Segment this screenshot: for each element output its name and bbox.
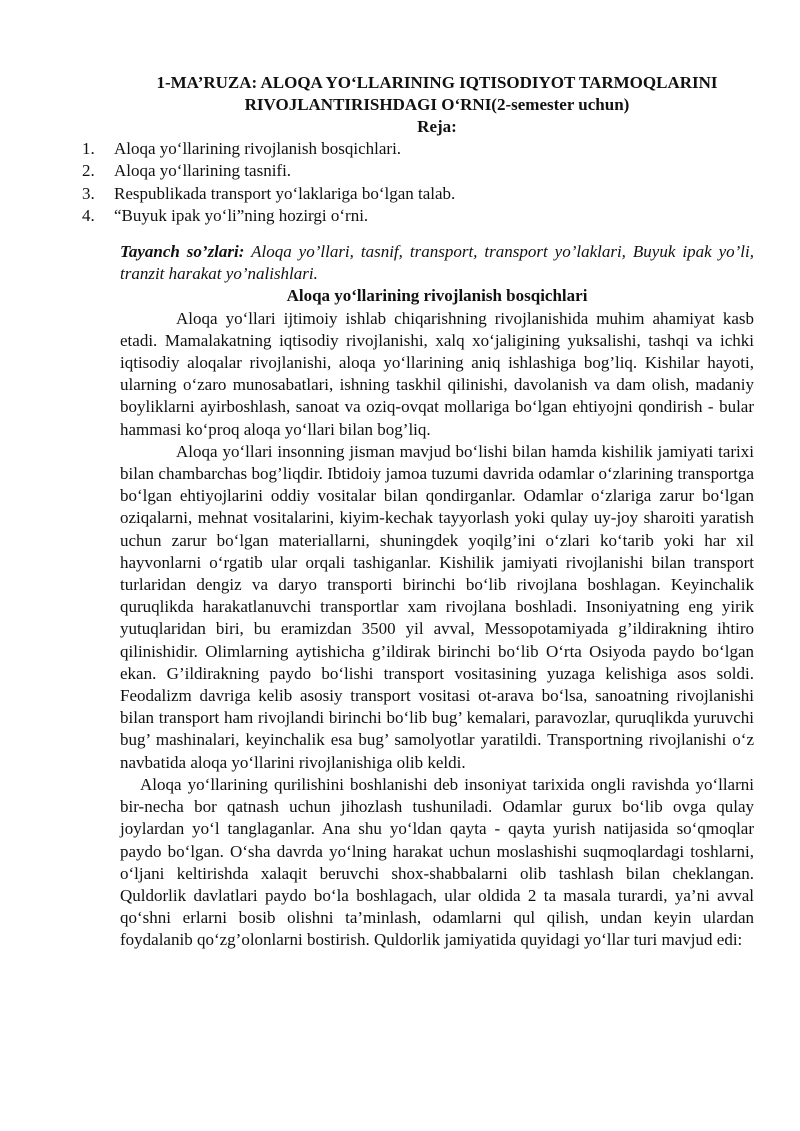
plan-item-text: Aloqa yo‘llarining rivojlanish bosqichlari. <box>114 139 402 159</box>
plan-item-text: Respublikada transport yo‘laklariga bo‘lgan talab. <box>114 183 456 203</box>
plan-heading: Reja: <box>417 117 457 136</box>
plan-item <box>82 160 754 182</box>
plan-list <box>82 138 754 227</box>
body-paragraph: Aloqa yo‘llarining qurilishini boshlanishi deb insoniyat tarixida ongli ravishda yo‘llarni bir-necha bor qatnash uchun jihozlash tushuniladi. Odamlar gurux bo‘lib ovga qulay joylardan yo‘l tanglaganlar. Ana shu yo‘ldan qayta - qayta yurish natijasida so‘qmoqlar paydo bo‘lgan. O‘sha davrda yo‘lning harakat uchun moslashishi suqmoqlardagi toshlarni, o‘ljani keltirishda xalaqit beruvchi shox-shabbalarni olib tashlash bilan cheklangan. Quldorlik davlatlari paydo bo‘la boshlagach, ular oldida 2 ta masala turardi, ya’ni avval qo‘shni erlarni bosib olishni ta’minlash, odamlarni qul qilish, undan keyin ulardan foydalanib qo‘zg’olonlarni bostirish. Quldorlik jamiyatida quyidagi yo‘llar turi mavjud edi: <box>120 774 754 950</box>
body-paragraph: Aloqa yo‘llari ijtimoiy ishlab chiqarishning rivojlanishida muhim ahamiyat kasb etadi. Mamalakatning iqtisodiy rivojlanishi, xalq xo‘jaligining yuksalishi, tashqi va ichki iqtisodiy aloqalar rivojlanishi, aloqa yo‘llarining aniq ishlashiga bog’liq. Kishilar hayoti, ularning o‘zaro munosabatlari, ishning taskhil qilinishi, davolanish va dam olish, madaniy boyliklarni ayirboshlash, sanoat va oziq-ovqat mollariga bo‘lgan ehtiyojni qondirish - bular hammasi ko‘proq aloqa yo‘llari bilan bog’liq. <box>120 308 754 439</box>
keywords-label: Tayanch so’zlari: <box>120 242 245 262</box>
lecture-title: 1-MA’RUZA: ALOQA YO‘LLARINING IQTISODIYOT TARMOQLARINI RIVOJLANTIRISHDAGI O‘RNI(2-semester uchun) <box>156 73 718 114</box>
plan-item-text: “Buyuk ipak yo‘li”ning hozirgi o‘rni. <box>114 205 369 225</box>
keywords-paragraph <box>120 241 754 285</box>
plan-item-number: 1. <box>82 139 95 159</box>
plan-item-text: Aloqa yo‘llarining tasnifi. <box>114 161 292 181</box>
keywords-text: Aloqa yo’llari, tasnif, transport, transport yo’laklari, Buyuk ipak yo’li, tranzit harakat yo’nalishlari. <box>120 242 754 284</box>
plan-item <box>82 205 754 227</box>
plan-item <box>82 183 754 205</box>
plan-item <box>82 138 754 160</box>
section-heading: Aloqa yo‘llarining rivojlanish bosqichlari <box>286 286 588 306</box>
body-paragraph: Aloqa yo‘llari insonning jisman mavjud bo‘lishi bilan hamda kishilik jamiyati tarixi bilan chambarchas bog’liqdir. Ibtidoiy jamoa tuzumi davrida odamlar o‘zlarining transportga bo‘lgan ehtiyojlarini oddiy vositalar bilan qondirganlar. Odamlar o‘zlariga zarur bo‘lgan oziqalarni, mehnat vositalarini, kiyim-kechak tayyorlash yoki qulay uy-joy sharoiti yaratish uchun zarur bo‘lgan materiallarni, shuningdek yoqilg’ini o‘zlari ko‘tarib yoki har xil hayvonlarni o‘rgatib ular orqali tashiganlar. Kishilik jamiyati rivojlanishi bilan transport turlaridan dengiz va daryo transporti birinchi bo‘lib rivojlana boshlagan. Keyinchalik quruqlikda harakatlanuvchi transportlar xam rivojlana boshladi. Insoniyatning eng yirik yutuqlaridan biri, bu eramizdan 3500 yil avval, Messopotamiyada g’ildirakning ihtiro qilinishidir. Olimlarning aytishicha g’ildirak birinchi bo‘lib O‘rta Osiyoda paydo bo‘lgan ekan. G’ildirakning paydo bo‘lishi transport vositasining yuzaga kelishiga asos soldi. Feodalizm davriga kelib asosiy transport vositasi ot-arava bo‘lsa, sanoatning rivojlanishi bilan transport ham rivojlandi birinchi bo‘lib bug’ kemalari, paravozlar, quruqlikda yuruvchi bug’ mashinalari, keyinchalik esa bug’ samolyotlar yaratildi. Transportning rivojlanishi o‘z navbatida aloqa yo‘llarini rivojlanishiga olib keldi. <box>120 441 754 772</box>
plan-item-number: 4. <box>82 205 95 225</box>
plan-item-number: 3. <box>82 183 95 203</box>
plan-item-number: 2. <box>82 161 95 181</box>
